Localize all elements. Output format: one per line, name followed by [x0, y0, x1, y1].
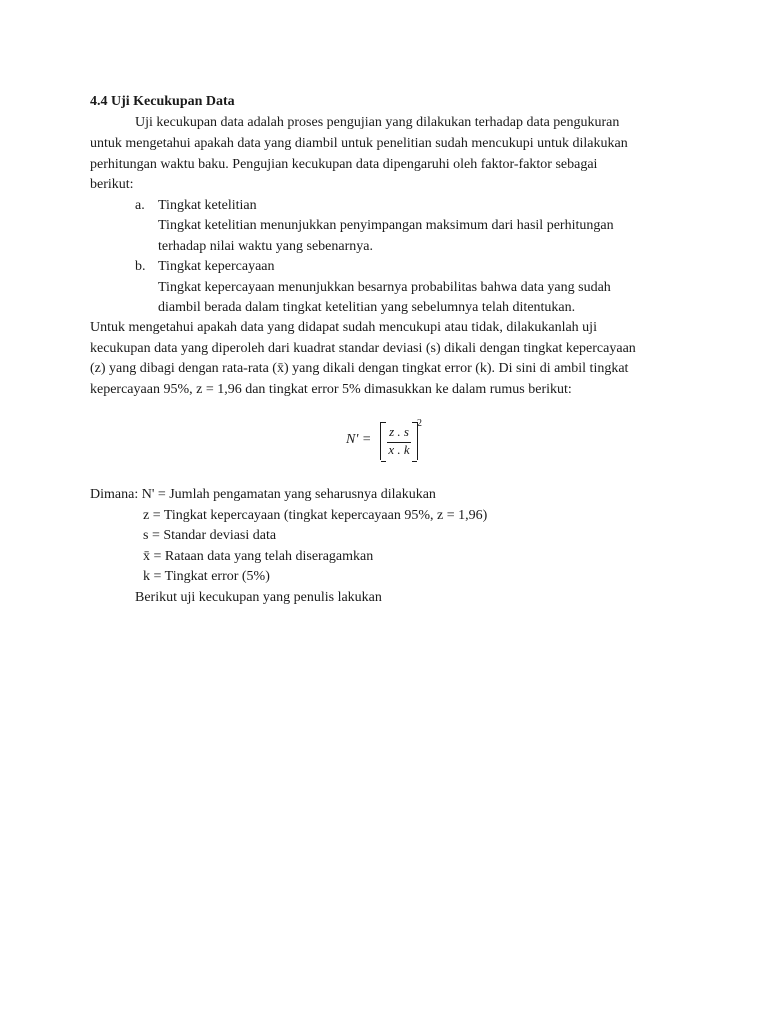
- intro-line: Uji kecukupan data adalah proses pengujian yang dilakukan terhadap data pengukuran: [135, 115, 620, 130]
- legend-item: s = Standar deviasi data: [143, 528, 277, 543]
- legend-item: k = Tingkat error (5%): [143, 569, 270, 584]
- closing-line: Berikut uji kecukupan yang penulis lakukan: [135, 590, 382, 605]
- formula-numerator: z . s: [389, 424, 409, 439]
- legend-intro: Dimana: N' = Jumlah pengamatan yang seharusnya dilakukan: [90, 487, 436, 502]
- intro-line: untuk mengetahui apakah data yang diambil untuk penelitian sudah mencukupi untuk dilakukan: [90, 136, 628, 151]
- formula-lhs: N' =: [346, 432, 372, 447]
- paragraph-line: Untuk mengetahui apakah data yang didapat sudah mencukupi atau tidak, dilakukanlah uji: [90, 320, 597, 335]
- legend-item: x̄ = Rataan data yang telah diseragamkan: [143, 549, 374, 564]
- section-heading: 4.4 Uji Kecukupan Data: [90, 94, 235, 109]
- formula-bracket: [380, 422, 418, 460]
- intro-line: perhitungan waktu baku. Pengujian kecukupan data dipengaruhi oleh faktor-faktor sebagai: [90, 157, 598, 172]
- intro-line: berikut:: [90, 177, 134, 192]
- paragraph-line: (z) yang dibagi dengan rata-rata (x̄) yang dikali dengan tingkat error (k). Di sini di ambil tingkat: [90, 361, 629, 376]
- list-marker: b.: [135, 259, 146, 274]
- list-item-desc: Tingkat ketelitian menunjukkan penyimpangan maksimum dari hasil perhitungan: [158, 218, 614, 233]
- paragraph-line: kecukupan data yang diperoleh dari kuadrat standar deviasi (s) dikali dengan tingkat kepercayaan: [90, 341, 636, 356]
- formula-exponent: 2: [417, 418, 422, 429]
- list-item-desc: terhadap nilai waktu yang sebenarnya.: [158, 239, 373, 254]
- list-marker: a.: [135, 198, 145, 213]
- formula-denominator: x . k: [388, 442, 410, 457]
- list-item-title: Tingkat ketelitian: [158, 198, 257, 213]
- paragraph-line: kepercayaan 95%, z = 1,96 dan tingkat error 5% dimasukkan ke dalam rumus berikut:: [90, 382, 572, 397]
- list-item-desc: Tingkat kepercayaan menunjukkan besarnya probabilitas bahwa data yang sudah: [158, 280, 611, 295]
- sample-size-formula: [344, 420, 454, 466]
- legend-item: z = Tingkat kepercayaan (tingkat kepercayaan 95%, z = 1,96): [143, 508, 488, 523]
- list-item-title: Tingkat kepercayaan: [158, 259, 275, 274]
- list-item-desc: diambil berada dalam tingkat ketelitian yang sebelumnya telah ditentukan.: [158, 300, 576, 315]
